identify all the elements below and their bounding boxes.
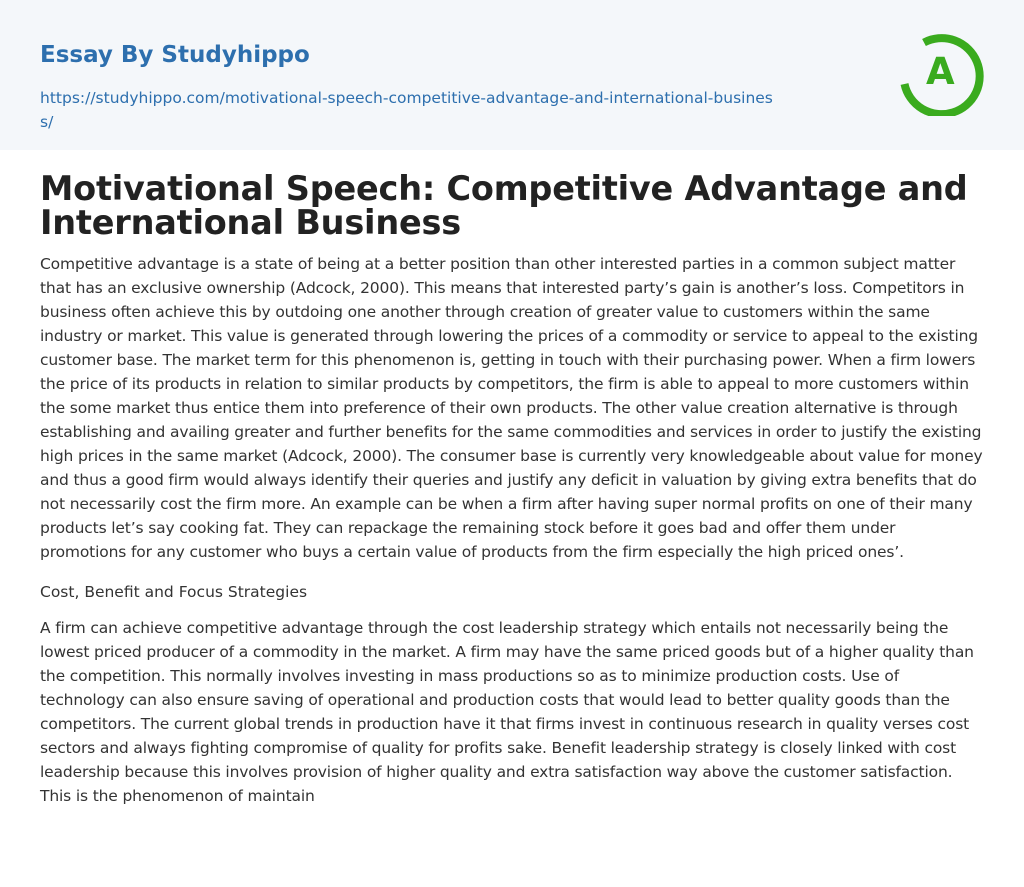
article-title: Motivational Speech: Competitive Advantage and International Business <box>40 169 968 242</box>
brand-title: Essay By Studyhippo <box>40 42 310 68</box>
essay-url-link[interactable]: https://studyhippo.com/motivational-speech-competitive-advantage-and-international-business/ <box>40 89 773 131</box>
logo-letter: A <box>926 50 955 93</box>
studyhippo-logo-icon[interactable] <box>898 28 986 116</box>
page-header <box>0 0 1024 150</box>
section-heading: Cost, Benefit and Focus Strategies <box>40 583 308 601</box>
article-paragraph-2: A firm can achieve competitive advantage through the cost leadership strategy which entails not necessarily being the lowest priced producer of a commodity in the market. A firm may have the same priced goods but of a higher quality than the competition. This normally involves investing in mass productions so as to minimize production costs. Use of technology can also ensure saving of operational and production costs that would lead to better quality goods than the competitors. The current global trends in production have it that firms invest in continuous research in quality verses cost sectors and always fighting compromise of quality for profits sake. Benefit leadership strategy is closely linked with cost leadership because this involves provision of higher quality and extra satisfaction way above the customer satisfaction. This is the phenomenon of maintain <box>40 619 974 805</box>
article-paragraph-1: Competitive advantage is a state of being at a better position than other interested parties in a common subject matter that has an exclusive ownership (Adcock, 2000). This means that interested party’s gain is another’s loss. Competitors in business often achieve this by outdoing one another through creation of greater value to customers within the same industry or market. This value is generated through lowering the prices of a commodity or service to appeal to the existing customer base. The market term for this phenomenon is, getting in touch with their purchasing power. When a firm lowers the price of its products in relation to similar products by competitors, the firm is able to appeal to more customers within the some market thus entice them into preference of their own products. The other value creation alternative is through establishing and availing greater and further benefits for the same commodities and services in order to justify the existing high prices in the same market (Adcock, 2000). The consumer base is currently very knowledgeable about value for money and thus a good firm would always identify their queries and justify any deficit in valuation by giving extra benefits that do not necessarily cost the firm more. An example can be when a firm after having super normal profits on one of their many products let’s say cooking fat. They can repackage the remaining stock before it goes bad and offer them under promotions for any customer who buys a certain value of products from the firm especially the high priced ones’. <box>40 255 983 561</box>
article <box>0 169 1024 808</box>
